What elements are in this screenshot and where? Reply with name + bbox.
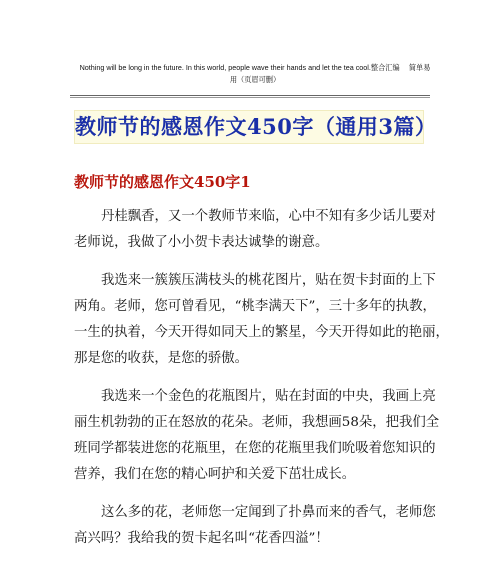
paragraph-4	[74, 500, 436, 552]
paragraph-line: 营养，我们在您的精心呵护和关爱下茁壮成长。	[74, 467, 356, 482]
paragraph-line: 班同学都装进您的花瓶里，在您的花瓶里我们吮吸着您知识的	[74, 441, 436, 456]
page-header	[70, 62, 440, 86]
header-line-2: 用（页眉可删）	[229, 75, 281, 84]
header-divider-secondary	[70, 97, 430, 98]
paragraph-2	[74, 268, 449, 372]
paragraph-line: 一生的执着，今天开得如同天上的繁星，今天开得如此的艳丽，	[74, 325, 449, 340]
paragraph-3	[74, 384, 440, 488]
section-heading: 教师节的感恩作文450字1	[74, 173, 251, 191]
paragraph-line: 那是您的收获，是您的骄傲。	[74, 351, 249, 366]
paragraph-line: 老师说，我做了小小贺卡表达诚挚的谢意。	[74, 235, 329, 250]
document-body	[74, 204, 449, 564]
document-title: 教师节的感恩作文450字（通用3篇）	[74, 110, 424, 144]
paragraph-line: 丽生机勃勃的正在怒放的花朵。老师，我想画58朵，把我们全	[74, 415, 440, 430]
paragraph-1	[74, 204, 436, 256]
paragraph-line: 高兴吗？我给我的贺卡起名叫“花香四溢”！	[74, 531, 329, 546]
paragraph-line: 我选来一簇簇压满枝头的桃花图片，贴在贺卡封面的上下	[101, 273, 436, 288]
header-line-1: Nothing will be long in the future. In this world, people wave their hands and let the tea cool.整合汇编 简单易	[79, 63, 431, 72]
paragraph-line: 两角。老师，您可曾看见，“桃李满天下”，三十多年的执教，	[74, 299, 436, 314]
paragraph-line: 这么多的花，老师您一定闻到了扑鼻而来的香气，老师您	[101, 505, 436, 520]
paragraph-line: 丹桂飘香，又一个教师节来临，心中不知有多少话儿要对	[101, 209, 436, 224]
header-divider	[70, 95, 430, 96]
paragraph-line: 我选来一个金色的花瓶图片，贴在封面的中央，我画上亮	[101, 389, 436, 404]
